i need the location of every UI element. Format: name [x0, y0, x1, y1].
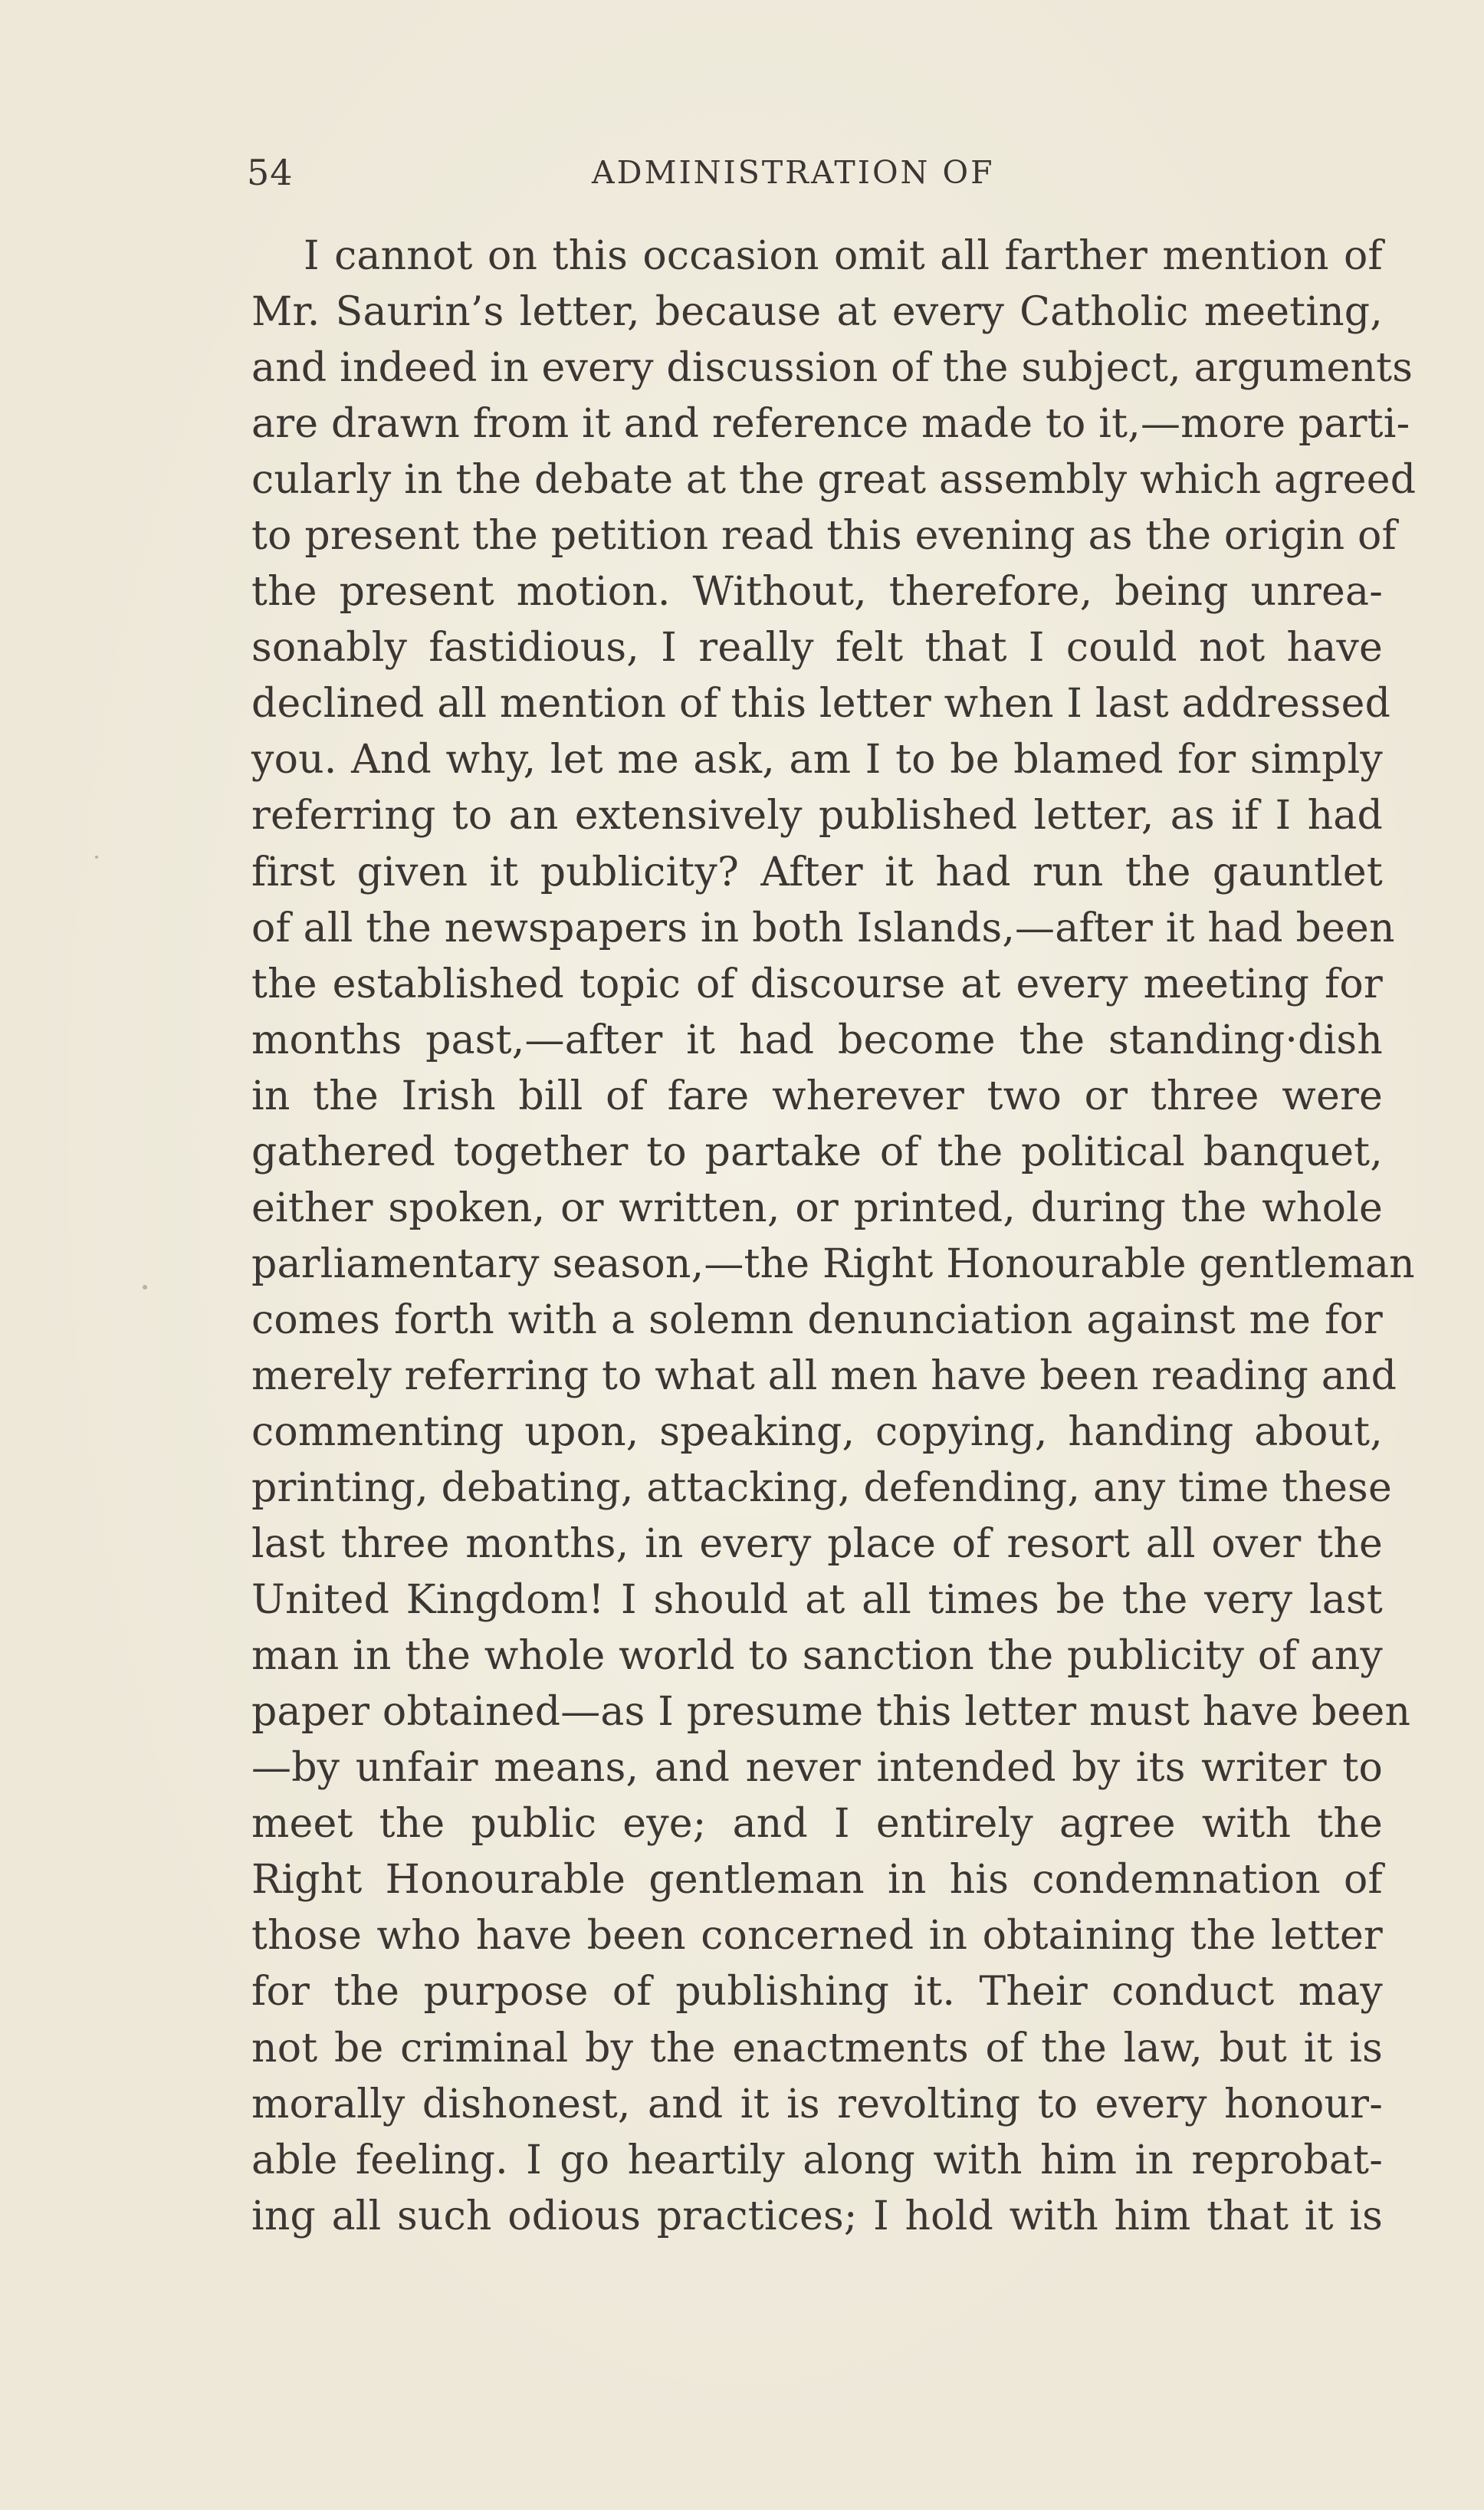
text-line: those who have been concerned in obtaining the letter — [251, 1913, 1383, 1960]
running-head: ADMINISTRATION OF — [592, 154, 995, 191]
text-line: able feeling. I go heartily along with him in reprobat- — [251, 2137, 1383, 2183]
text-line: either spoken, or written, or printed, during the whole — [251, 1184, 1383, 1231]
paper-speck — [143, 1285, 147, 1289]
text-line: morally dishonest, and it is revolting to every honour- — [251, 2081, 1383, 2127]
text-line: United Kingdom! I should at all times be the very last — [251, 1577, 1383, 1624]
text-line: I cannot on this occasion omit all farther mention of — [304, 233, 1383, 279]
text-line: gathered together to partake of the political banquet, — [251, 1129, 1383, 1175]
text-line: printing, debating, attacking, defending, any time these — [251, 1465, 1392, 1512]
text-line: paper obtained—as I presume this letter must have been — [251, 1689, 1411, 1736]
page-header — [247, 146, 1049, 199]
body-text — [251, 228, 1417, 2245]
text-line: the present motion. Without, therefore, being unrea- — [251, 569, 1383, 616]
text-line: for the purpose of publishing it. Their conduct may — [251, 1969, 1383, 2016]
text-line: —by unfair means, and never intended by its writer to — [251, 1745, 1383, 1792]
text-line: last three months, in every place of resort all over the — [251, 1521, 1383, 1568]
text-line: commenting upon, speaking, copying, handing about, — [251, 1408, 1383, 1455]
text-line: of all the newspapers in both Islands,—after it had been — [251, 905, 1395, 951]
text-line: in the Irish bill of fare wherever two or three were — [251, 1073, 1383, 1119]
text-line: not be criminal by the enactments of the law, but it is — [251, 2025, 1383, 2071]
text-line: to present the petition read this evening as the origin of — [251, 513, 1397, 560]
text-line: first given it publicity? After it had run the gauntlet — [251, 849, 1383, 895]
text-line: sonably fastidious, I really felt that I could not have — [251, 625, 1383, 672]
text-line: you. And why, let me ask, am I to be blamed for simply — [251, 737, 1383, 784]
text-line: meet the public eye; and I entirely agree with the — [251, 1801, 1383, 1848]
text-line: the established topic of discourse at every meeting for — [251, 961, 1383, 1007]
text-line: comes forth with a solemn denunciation against me for — [251, 1296, 1383, 1343]
text-line: referring to an extensively published letter, as if I had — [251, 793, 1383, 839]
page-number: 54 — [247, 152, 294, 193]
paper-speck — [95, 856, 98, 859]
text-line: ing all such odious practices; I hold with him that it is — [251, 2193, 1383, 2239]
text-line: parliamentary season,—the Right Honourable gentleman — [251, 1240, 1415, 1287]
text-line: and indeed in every discussion of the subject, arguments — [251, 345, 1413, 392]
text-line: cularly in the debate at the great assembly which agreed — [251, 457, 1417, 504]
text-line: man in the whole world to sanction the publicity of any — [251, 1633, 1383, 1680]
text-line: are drawn from it and reference made to it,—more parti- — [251, 401, 1410, 448]
text-line: months past,—after it had become the standing·dish — [251, 1017, 1383, 1063]
text-line: merely referring to what all men have been reading and — [251, 1352, 1397, 1399]
text-line: Mr. Saurin’s letter, because at every Catholic meeting, — [251, 289, 1383, 336]
text-line: Right Honourable gentleman in his condemnation of — [251, 1857, 1383, 1904]
text-line: declined all mention of this letter when I last addressed — [251, 681, 1391, 728]
